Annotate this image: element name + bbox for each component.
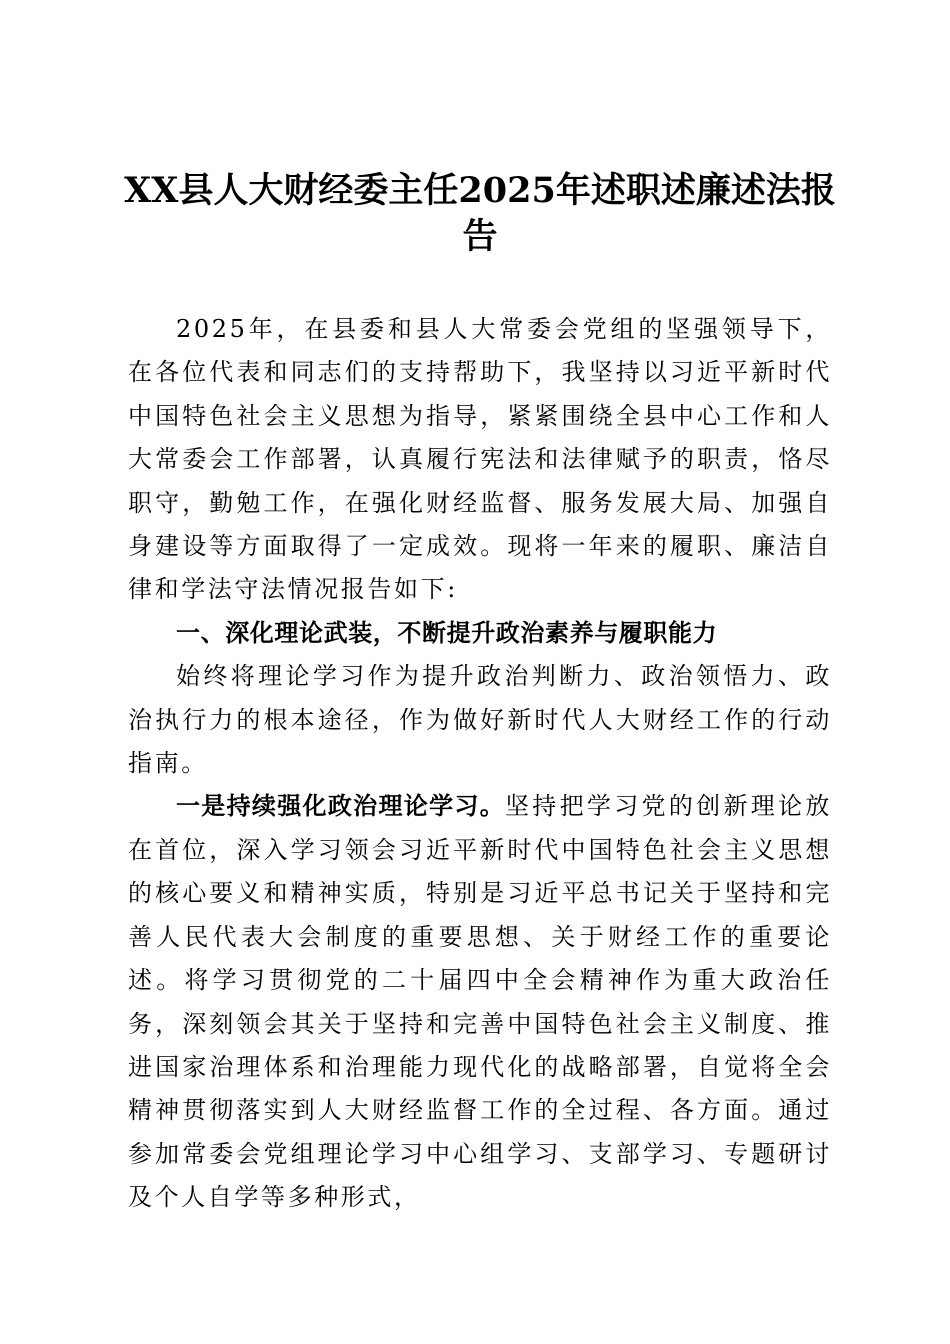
point-text: 坚持把学习党的创新理论放在首位，深入学习领会习近平新时代中国特色社会主义思想的核心要义和精神实质，特别是习近平总书记关于坚持和完善人民代表大会制度的重要思想、关于财经工作的重要论述。将学习贯彻党的二十届四中全会精神作为重大政治任务，深刻领会其关于坚持和完善中国特色社会主义制度、推进国家治理体系和治理能力现代化的战略部署，自觉将全会精神贯彻落实到人大财经监督工作的全过程、各方面。通过参加常委会党组理论学习中心组学习、支部学习、专题研讨及个人自学等多种形式， <box>128 792 832 1212</box>
section-intro-paragraph: 始终将理论学习作为提升政治判断力、政治领悟力、政治执行力的根本途径，作为做好新时代人大财经工作的行动指南。 <box>128 662 832 778</box>
document-title: XX县人大财经委主任2025年述职述廉述法报告 <box>124 170 836 257</box>
intro-paragraph: 2025年，在县委和县人大常委会党组的坚强领导下，在各位代表和同志们的支持帮助下，我坚持以习近平新时代中国特色社会主义思想为指导，紧紧围绕全县中心工作和人大常委会工作部署，认真履行宪法和法律赋予的职责，恪尽职守，勤勉工作，在强化财经监督、服务发展大局、加强自身建设等方面取得了一定成效。现将一年来的履职、廉洁自律和学法守法情况报告如下: <box>128 315 832 604</box>
point-lead: 一是持续强化政治理论学习。 <box>176 792 505 821</box>
section-heading: 一、深化理论武装，不断提升政治素养与履职能力 <box>176 618 718 647</box>
document-body <box>128 308 832 1220</box>
point-paragraph <box>128 785 832 1219</box>
